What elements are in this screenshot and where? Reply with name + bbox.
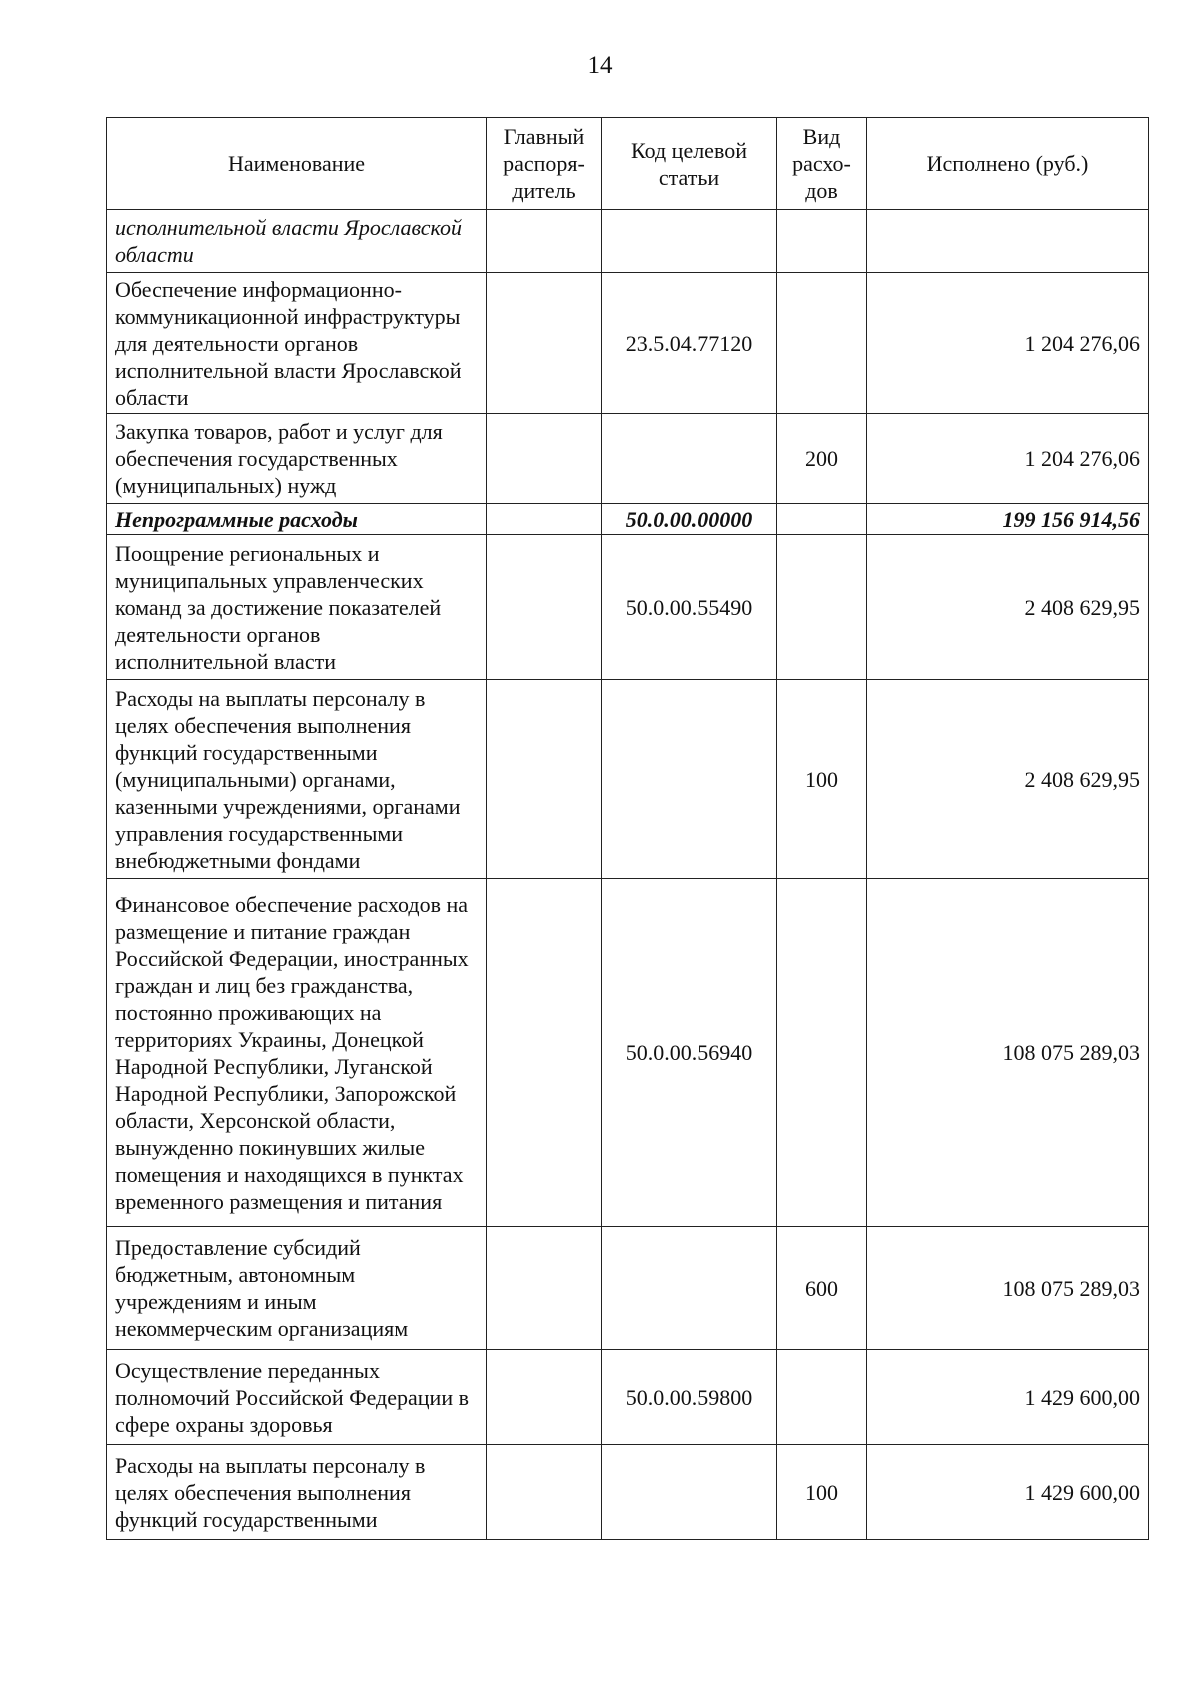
row-manager: [487, 414, 602, 504]
row-code: [602, 210, 777, 273]
row-code: [602, 414, 777, 504]
row-code: 50.0.00.56940: [602, 879, 777, 1227]
row-amount: 1 429 600,00: [867, 1445, 1149, 1540]
row-code: 50.0.00.55490: [602, 535, 777, 680]
table-row: [107, 1445, 1149, 1540]
table-row: [107, 879, 1149, 1227]
row-name: Осуществление переданных полномочий Российской Федерации в сфере охраны здоровья: [107, 1350, 487, 1445]
table-row-section: [107, 504, 1149, 535]
row-name: Расходы на выплаты персоналу в целях обеспечения выполнения функций государственными: [107, 1445, 487, 1540]
row-type: 100: [777, 1445, 867, 1540]
header-row: [107, 118, 1149, 210]
row-name: Обеспечение информационно-коммуникационной инфраструктуры для деятельности органов исполнительной власти Ярославской области: [107, 273, 487, 414]
header-executed: Исполнено (руб.): [867, 118, 1149, 210]
row-amount: 2 408 629,95: [867, 680, 1149, 879]
row-name: Финансовое обеспечение расходов на размещение и питание граждан Российской Федерации, иностранных граждан и лиц без гражданства, постоянно проживающих на территориях Украины, Донецкой Народной Республики, Луганской Народной Республики, Запорожской области, Херсонской области, вынужденно покинувших жилые помещения и находящихся в пунктах временного размещения и питания: [107, 879, 487, 1227]
row-code: [602, 1227, 777, 1350]
page-number: 14: [587, 52, 613, 79]
row-type: 100: [777, 680, 867, 879]
table-row: [107, 414, 1149, 504]
row-name: Закупка товаров, работ и услуг для обеспечения государственных (муниципальных) нужд: [107, 414, 487, 504]
row-amount: 1 429 600,00: [867, 1350, 1149, 1445]
row-type: [777, 879, 867, 1227]
row-manager: [487, 210, 602, 273]
row-manager: [487, 535, 602, 680]
row-manager: [487, 680, 602, 879]
row-amount: 108 075 289,03: [867, 1227, 1149, 1350]
row-name: исполнительной власти Ярославской области: [107, 210, 487, 273]
row-manager: [487, 1350, 602, 1445]
budget-table: [106, 117, 1149, 1540]
row-manager: [487, 1445, 602, 1540]
row-manager: [487, 879, 602, 1227]
header-name: Наименование: [107, 118, 487, 210]
row-type: 600: [777, 1227, 867, 1350]
row-type: [777, 273, 867, 414]
table-row: [107, 210, 1149, 273]
row-code: [602, 680, 777, 879]
row-type: [777, 210, 867, 273]
row-manager: [487, 504, 602, 535]
row-type: 200: [777, 414, 867, 504]
table-row: [107, 1350, 1149, 1445]
row-amount: 2 408 629,95: [867, 535, 1149, 680]
row-amount: 108 075 289,03: [867, 879, 1149, 1227]
header-expense-type: Вид расхо-дов: [777, 118, 867, 210]
row-type: [777, 535, 867, 680]
row-code: [602, 1445, 777, 1540]
row-amount: 1 204 276,06: [867, 273, 1149, 414]
header-target-code: Код целевой статьи: [602, 118, 777, 210]
table-row: [107, 273, 1149, 414]
row-code: 23.5.04.77120: [602, 273, 777, 414]
row-name: Предоставление субсидий бюджетным, автономным учреждениям и иным некоммерческим организациям: [107, 1227, 487, 1350]
row-amount: [867, 210, 1149, 273]
row-type: [777, 504, 867, 535]
row-manager: [487, 273, 602, 414]
row-name: Расходы на выплаты персоналу в целях обеспечения выполнения функций государственными (муниципальными) органами, казенными учреждениями, органами управления государственными внебюджетными фондами: [107, 680, 487, 879]
table-row: [107, 535, 1149, 680]
row-name: Непрограммные расходы: [107, 504, 487, 535]
row-amount: 199 156 914,56: [867, 504, 1149, 535]
row-type: [777, 1350, 867, 1445]
row-code: 50.0.00.59800: [602, 1350, 777, 1445]
header-manager: Главный распоря-дитель: [487, 118, 602, 210]
table-row: [107, 680, 1149, 879]
row-code: 50.0.00.00000: [602, 504, 777, 535]
table-row: [107, 1227, 1149, 1350]
row-name: Поощрение региональных и муниципальных управленческих команд за достижение показателей деятельности органов исполнительной власти: [107, 535, 487, 680]
row-amount: 1 204 276,06: [867, 414, 1149, 504]
row-manager: [487, 1227, 602, 1350]
